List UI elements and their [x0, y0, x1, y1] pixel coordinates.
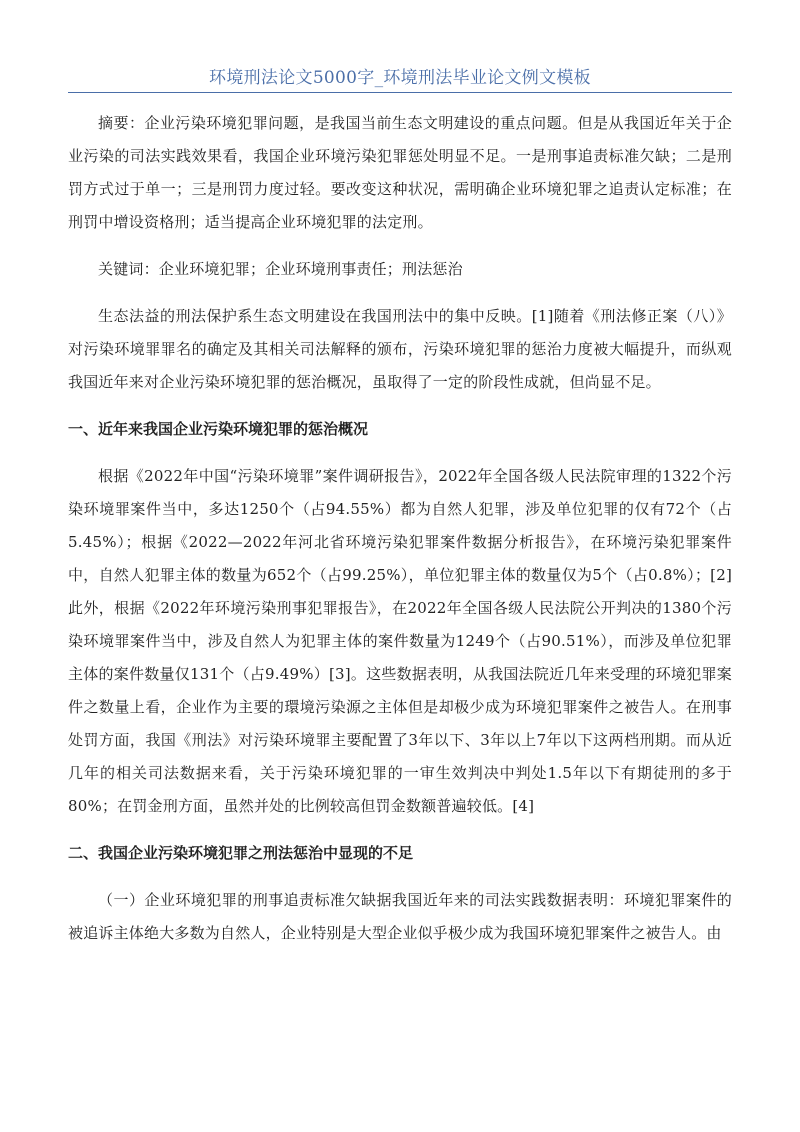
section-1-paragraph: 根据《2022年中国“污染环境罪”案件调研报告》，2022年全国各级人民法院审理的1322个污染环境罪案件当中，多达1250个（占94.55%）都为自然人犯罪，涉及单位犯罪的仅有72个（占5.45%）；根据《2022—2022年河北省环境污染犯罪案件数据分析报告》，在环境污染犯罪案件中，自然人犯罪主体的数量为652个（占99.25%），单位犯罪主体的数量仅为5个（占0.8%）；[2]此外，根据《2022年环境污染刑事犯罪报告》，在2022年全国各级人民法院公开判决的1380个污染环境罪案件当中，涉及自然人为犯罪主体的案件数量为1249个（占90.51%），而涉及单位犯罪主体的案件数量仅131个（占9.49%）[3]。这些数据表明，从我国法院近几年来受理的环境犯罪案件之数量上看，企业作为主要的環境污染源之主体但是却极少成为环境犯罪案件之被告人。在刑事处罚方面，我国《刑法》对污染环境罪主要配置了3年以下、3年以上7年以下这两档刑期。而从近几年的相关司法数据来看，关于污染环境犯罪的一审生效判决中判处1.5年以下有期徒刑的多于80%；在罚金刑方面，虽然并处的比例较高但罚金数额普遍较低。[4] [68, 467, 732, 815]
section-2-heading: 二、我国企业污染环境犯罪之刑法惩治中显现的不足 [68, 844, 414, 862]
section-1-heading: 一、近年来我国企业污染环境犯罪的惩治概况 [68, 420, 369, 438]
document-body [68, 107, 732, 950]
header-divider [68, 92, 732, 93]
abstract-paragraph: 摘要：企业污染环境犯罪问题，是我国当前生态文明建设的重点问题。但是从我国近年关于企业污染的司法实践效果看，我国企业环境污染犯罪惩处明显不足。一是刑事追责标准欠缺；二是刑罚方式过于单一；三是刑罚力度过轻。要改变这种状况，需明确企业环境犯罪之追责认定标准；在刑罚中增设资格刑；适当提高企业环境犯罪的法定刑。 [68, 114, 732, 231]
keywords-paragraph: 关键词：企业环境犯罪；企业环境刑事责任；刑法惩治 [98, 260, 463, 278]
section-2-paragraph: （一）企业环境犯罪的刑事追责标准欠缺据我国近年来的司法实践数据表明：环境犯罪案件的被追诉主体绝大多数为自然人，企业特别是大型企业似乎极少成为我国环境犯罪案件之被告人。由 [68, 891, 732, 942]
document-header-title: 环境刑法论文5000字_环境刑法毕业论文例文模板 [209, 68, 591, 88]
intro-paragraph: 生态法益的刑法保护系生态文明建设在我国刑法中的集中反映。[1]随着《刑法修正案（八）》对污染环境罪罪名的确定及其相关司法解释的颁布，污染环境犯罪的惩治力度被大幅提升，而纵观我国近年来对企业污染环境犯罪的惩治概况，虽取得了一定的阶段性成就，但尚显不足。 [68, 307, 732, 391]
